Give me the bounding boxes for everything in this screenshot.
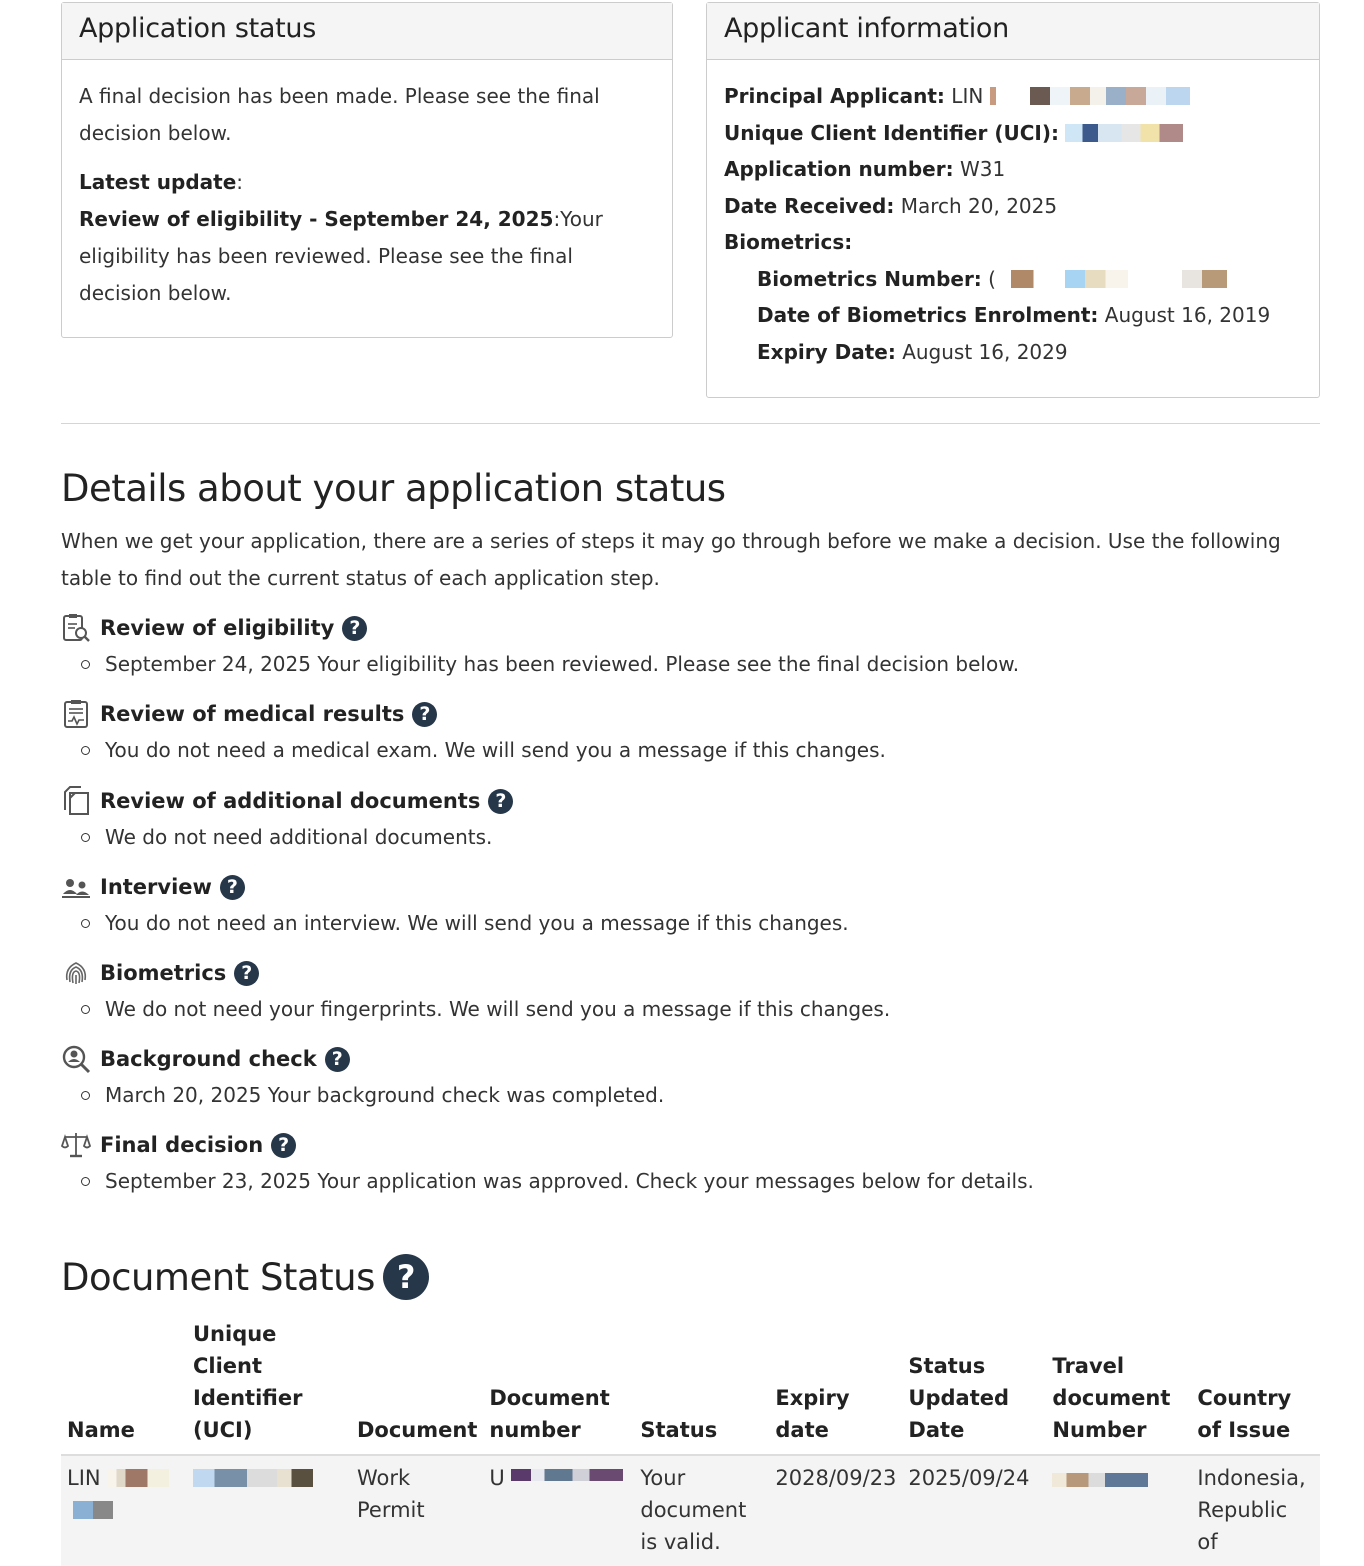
uci-label: Unique Client Identifier (UCI): [724,120,1059,145]
bullet-icon [81,746,90,755]
latest-update [79,164,655,201]
application-status-panel [61,2,673,338]
help-icon[interactable]: ? [412,702,437,727]
step-text: We do not need additional documents. [105,825,493,849]
biometrics-row [724,224,1302,261]
cell-document: Work Permit [351,1455,483,1566]
cell-status-updated: 2025/09/24 [902,1455,1046,1566]
principal-applicant-row [724,78,1302,115]
cell-status: Your document is valid. [634,1455,769,1566]
principal-applicant-label: Principal Applicant: [724,84,945,108]
step-title: Review of additional documents [100,789,481,813]
step-review-eligibility [61,613,1321,681]
step-title: Background check [100,1047,317,1071]
help-icon[interactable]: ? [342,616,367,641]
document-number-prefix: U [489,1466,505,1490]
name-value: LIN [67,1466,101,1490]
cell-uci [187,1455,351,1566]
redacted-uci [1065,124,1183,142]
table-header-row [61,1318,1320,1455]
details-title: Details about your application status [61,467,726,510]
col-status-updated: Status Updated Date [902,1318,1046,1455]
application-number-row [724,151,1302,188]
latest-update-title: Review of eligibility - September 24, 2025 [79,207,554,231]
col-travel-document: Travel document Number [1046,1318,1191,1455]
redacted-travel-document [1052,1473,1148,1487]
col-country: Country of Issue [1191,1318,1320,1455]
step-final-decision [61,1130,1321,1198]
step-title: Review of eligibility [100,616,335,640]
help-icon[interactable]: ? [220,875,245,900]
latest-update-text: :Your eligibility has been reviewed. Please see the final decision below. [79,207,603,305]
bullet-icon [81,833,90,842]
principal-applicant-value: LIN [951,84,984,108]
scales-icon [61,1130,91,1160]
bullet-icon [81,1177,90,1186]
biometrics-expiry-row [724,334,1302,371]
step-biometrics [61,958,1321,1026]
cell-country: Indonesia, Republic of [1191,1455,1320,1566]
document-status-title-text: Document Status [61,1255,375,1299]
application-status-heading: Application status [62,3,672,60]
step-title: Biometrics [100,961,227,985]
application-number-value: W31 [959,157,1006,181]
step-text: You do not need an interview. We will send you a message if this changes. [105,911,849,935]
bullet-icon [81,1005,90,1014]
redacted-name [990,87,1190,105]
help-icon[interactable]: ? [383,1254,429,1300]
fingerprint-icon [61,958,91,988]
col-uci: Unique Client Identifier (UCI) [187,1318,351,1455]
col-name: Name [61,1318,187,1455]
bullet-icon [81,1091,90,1100]
applicant-information-panel [706,2,1320,398]
biometrics-label: Biometrics: [724,230,853,254]
redacted-uci [193,1469,313,1487]
details-intro: When we get your application, there are a series of steps it may go through before we make a decision. Use the following table to find out the current status of each application step. [61,529,1281,590]
section-divider [61,423,1320,424]
interview-icon [61,872,91,902]
help-icon[interactable]: ? [325,1047,350,1072]
medical-report-icon [61,699,91,729]
biometrics-enrolment-label: Date of Biometrics Enrolment: [757,303,1099,327]
col-document-number: Document number [483,1318,634,1455]
uci-row [724,115,1302,152]
cell-name [61,1455,187,1566]
bullet-icon [81,919,90,928]
biometrics-number-row [724,261,1302,298]
status-message: A final decision has been made. Please see the final decision below. [79,84,600,145]
step-text: March 20, 2025 Your background check was completed. [105,1083,665,1107]
step-title: Interview [100,875,212,899]
redacted-name-cont [73,1501,113,1519]
step-text: September 24, 2025 Your eligibility has been reviewed. Please see the final decision below. [105,652,1020,676]
document-status-title [61,1254,429,1300]
step-background-check [61,1044,1321,1112]
document-status-table [61,1318,1320,1566]
step-text: We do not need your fingerprints. We will send you a message if this changes. [105,997,891,1021]
help-icon[interactable]: ? [234,961,259,986]
redacted-name [107,1469,169,1487]
biometrics-expiry-value: August 16, 2029 [902,339,1068,364]
biometrics-expiry-label: Expiry Date: [757,339,896,364]
documents-icon [61,786,91,816]
col-status: Status [634,1318,769,1455]
col-expiry: Expiry date [769,1318,902,1455]
step-interview [61,872,1321,940]
latest-update-colon: : [236,170,244,194]
step-text: September 23, 2025 Your application was approved. Check your messages below for details. [105,1169,1034,1193]
step-title: Final decision [100,1133,264,1157]
table-row [61,1455,1320,1566]
cell-travel-document [1046,1455,1191,1566]
cell-expiry: 2028/09/23 [769,1455,902,1566]
biometrics-enrolment-value: August 16, 2019 [1104,303,1271,327]
redacted-biometrics-number [1002,270,1227,288]
biometrics-number-value: ( [988,266,996,291]
redacted-document-number [511,1469,623,1481]
background-check-icon [61,1044,91,1074]
bullet-icon [81,660,90,669]
application-number-label: Application number: [724,157,954,181]
step-review-medical [61,699,1321,767]
date-received-label: Date Received: [724,193,895,218]
step-title: Review of medical results [100,702,405,726]
latest-update-detail [79,201,655,312]
step-review-documents [61,786,1321,854]
help-icon[interactable]: ? [488,789,513,814]
date-received-value: March 20, 2025 [900,193,1058,218]
cell-document-number [483,1455,634,1566]
step-text: You do not need a medical exam. We will send you a message if this changes. [105,738,886,762]
help-icon[interactable]: ? [271,1133,296,1158]
biometrics-number-label: Biometrics Number: [757,266,982,291]
clipboard-search-icon [61,613,91,643]
latest-update-label: Latest update [79,170,237,194]
date-received-row [724,188,1302,225]
applicant-information-heading: Applicant information [707,3,1319,60]
biometrics-enrolment-row [724,297,1302,334]
col-document: Document [351,1318,483,1455]
